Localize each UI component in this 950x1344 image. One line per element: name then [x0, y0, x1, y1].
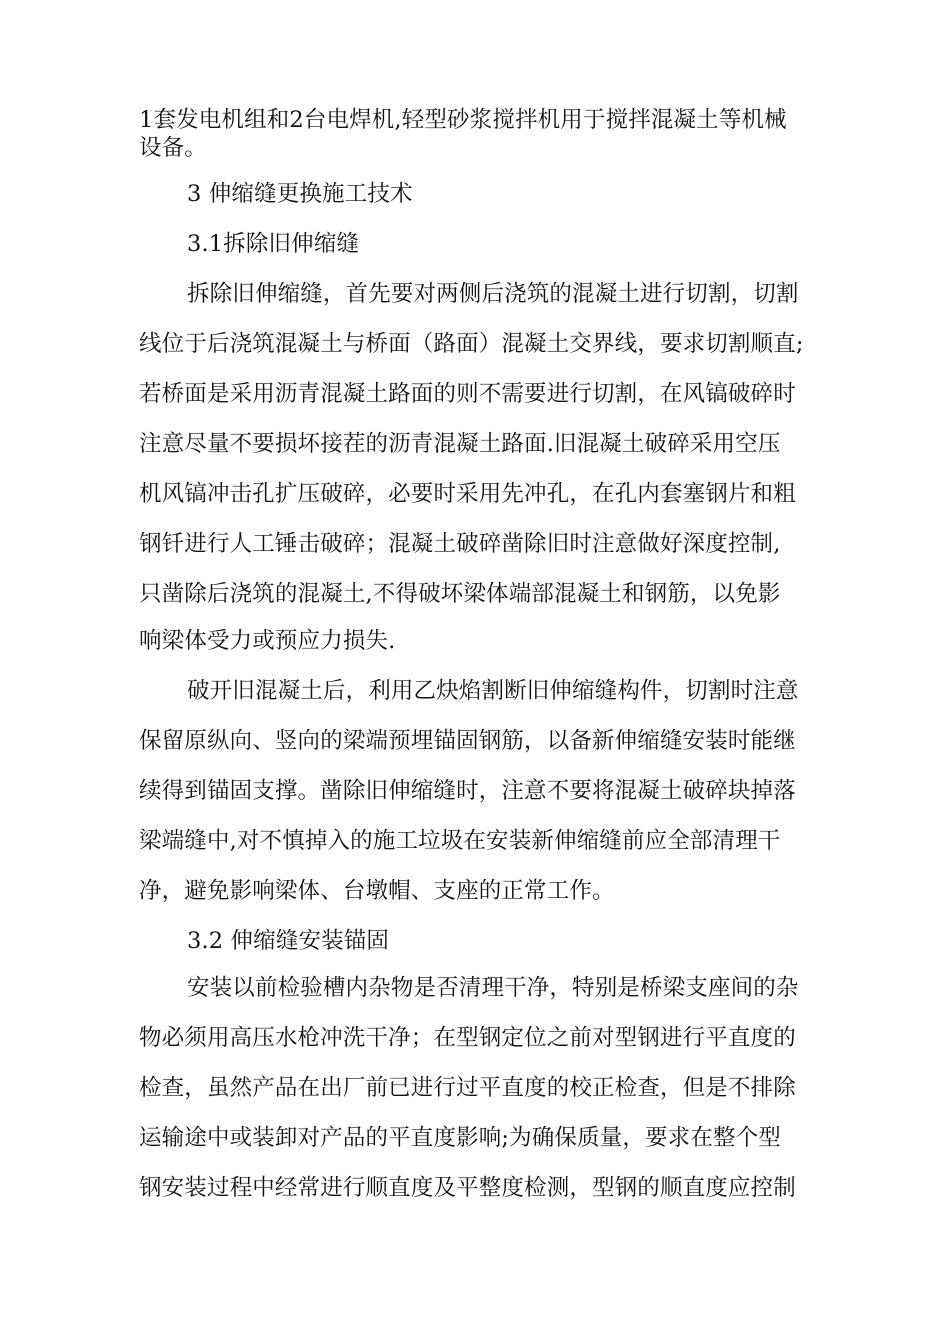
paragraph-line: 拆除旧伸缩缝，首先要对两侧后浇筑的混凝土进行切割，切割	[187, 281, 799, 307]
paragraph-line: 梁端缝中,对不慎掉入的施工垃圾在安装新伸缩缝前应全部清理干	[139, 828, 781, 854]
paragraph-line: 设备。	[139, 135, 207, 161]
paragraph-line: 只凿除后浇筑的混凝土,不得破坏梁体端部混凝土和钢筋，以免影	[139, 581, 781, 607]
paragraph-line: 净，避免影响梁体、台墩帽、支座的正常工作。	[139, 878, 615, 904]
paragraph-line: 注意尽量不要损坏接茬的沥青混凝土路面.旧混凝土破碎采用空压	[139, 431, 781, 457]
paragraph-line: 钢钎进行人工锤击破碎；混凝土破碎凿除旧时注意做好深度控制,	[139, 531, 781, 557]
subsection-heading: 3.1拆除旧伸缩缝	[187, 231, 360, 257]
paragraph-line: 运输途中或装卸对产品的平直度影响;为确保质量，要求在整个型	[139, 1125, 781, 1151]
section-heading: 3 伸缩缝更换施工技术	[187, 181, 413, 207]
paragraph-line: 安装以前检验槽内杂物是否清理干净，特别是桥梁支座间的杂	[187, 975, 799, 1001]
paragraph-line: 物必须用高压水枪冲洗干净；在型钢定位之前对型钢进行平直度的	[139, 1025, 796, 1051]
paragraph-line: 若桥面是采用沥青混凝土路面的则不需要进行切割，在风镐破碎时	[139, 381, 796, 407]
paragraph-line: 线位于后浇筑混凝土与桥面（路面）混凝土交界线，要求切割顺直;	[139, 331, 804, 357]
paragraph-line: 检查，虽然产品在出厂前已进行过平直度的校正检查，但是不排除	[139, 1075, 796, 1101]
paragraph-line: 钢安装过程中经常进行顺直度及平整度检测，型钢的顺直度应控制	[139, 1175, 796, 1201]
paragraph-line: 续得到锚固支撑。凿除旧伸缩缝时，注意不要将混凝土破碎块掉落	[139, 778, 796, 804]
paragraph-line: 破开旧混凝土后，利用乙炔焰割断旧伸缩缝构件，切割时注意	[187, 678, 799, 704]
paragraph-line: 机风镐冲击孔扩压破碎，必要时采用先冲孔，在孔内套塞钢片和粗	[139, 481, 796, 507]
paragraph-line: 响梁体受力或预应力损失.	[139, 628, 396, 654]
subsection-heading: 3.2 伸缩缝安装锚固	[187, 928, 390, 954]
paragraph-line: 1套发电机组和2台电焊机,轻型砂浆搅拌机用于搅拌混凝土等机械	[139, 107, 787, 133]
paragraph-line: 保留原纵向、竖向的梁端预埋锚固钢筋，以备新伸缩缝安装时能继	[139, 728, 796, 754]
